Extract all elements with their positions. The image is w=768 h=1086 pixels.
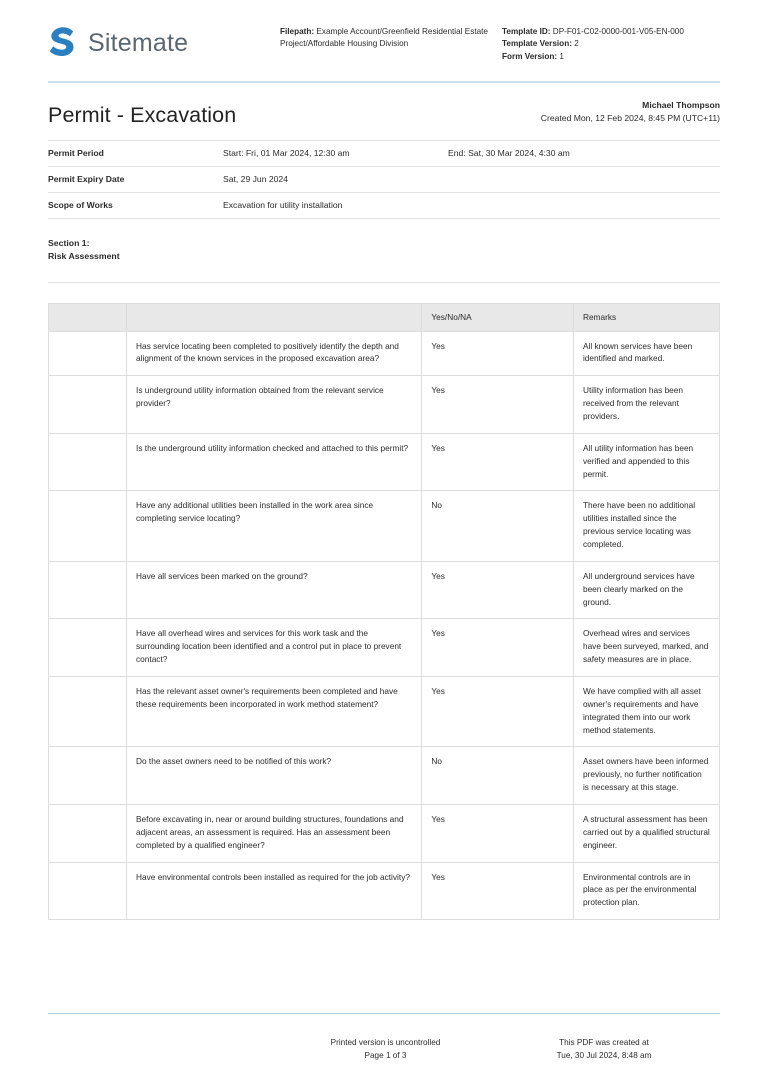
detail-label: Permit Expiry Date — [48, 174, 125, 185]
template-version-row — [502, 38, 720, 50]
row-remarks: A structural assessment has been carried out by a qualified structural engineer. — [573, 804, 719, 862]
form-version-label: Form Version: — [502, 51, 558, 61]
row-remarks: Environmental controls are in place as per the environmental protection plan. — [573, 862, 719, 920]
page-number: Page 1 of 3 — [364, 1050, 407, 1060]
row-question: Is the underground utility information checked and attached to this permit? — [127, 433, 422, 491]
document-footer — [48, 1036, 720, 1062]
table-header-row — [49, 303, 720, 331]
row-remarks: We have complied with all asset owner's requirements and have integrated them into our work method statements. — [573, 676, 719, 746]
creator-block — [541, 99, 720, 128]
pdf-created-label: This PDF was created at — [559, 1037, 649, 1047]
row-blank-cell — [49, 491, 127, 561]
detail-label: Permit Period — [48, 148, 104, 159]
filepath-label: Filepath: — [280, 27, 315, 36]
row-question: Before excavating in, near or around building structures, foundations and adjacent areas, an assessment is required. Has an assessment been completed by a qualified engineer? — [127, 804, 422, 862]
template-version-label: Template Version: — [502, 39, 572, 49]
row-blank-cell — [49, 433, 127, 491]
row-answer: Yes — [422, 433, 574, 491]
detail-row — [48, 141, 720, 167]
table-row — [49, 331, 720, 376]
row-blank-cell — [49, 862, 127, 920]
footer-divider — [48, 1013, 720, 1014]
title-row — [0, 83, 768, 128]
row-remarks: Overhead wires and services have been surveyed, marked, and safety measures are in place. — [573, 619, 719, 677]
row-question: Is underground utility information obtained from the relevant service provider? — [127, 376, 422, 434]
detail-row — [48, 193, 720, 219]
column-header-question — [127, 303, 422, 331]
row-answer: Yes — [422, 331, 574, 376]
row-answer: Yes — [422, 804, 574, 862]
template-id-value: DP-F01-C02-0000-001-V05-EN-000 — [550, 27, 684, 36]
table-row — [49, 747, 720, 805]
column-header-blank — [49, 303, 127, 331]
template-meta — [502, 22, 720, 63]
row-blank-cell — [49, 376, 127, 434]
row-answer: Yes — [422, 619, 574, 677]
detail-row — [48, 167, 720, 193]
footer-pdf-note — [488, 1036, 720, 1062]
pdf-created-date: Tue, 30 Jul 2024, 8:48 am — [556, 1050, 652, 1060]
row-remarks: There have been no additional utilities installed since the previous service locating was completed. — [573, 491, 719, 561]
permit-details — [48, 140, 720, 219]
page-title: Permit - Excavation — [48, 102, 237, 127]
table-row — [49, 376, 720, 434]
sitemate-logo-icon — [48, 26, 78, 60]
row-answer: Yes — [422, 862, 574, 920]
row-blank-cell — [49, 561, 127, 619]
row-remarks: Utility information has been received from the relevant providers. — [573, 376, 719, 434]
template-id-row — [502, 26, 720, 38]
section-heading — [48, 237, 720, 283]
row-remarks: Asset owners have been informed previously, no further notification is necessary at this stage. — [573, 747, 719, 805]
form-version-row — [502, 51, 720, 63]
row-blank-cell — [49, 619, 127, 677]
row-remarks: All underground services have been clearly marked on the ground. — [573, 561, 719, 619]
detail-value-start: Start: Fri, 01 Mar 2024, 12:30 am — [223, 148, 350, 159]
row-blank-cell — [49, 747, 127, 805]
section-name: Risk Assessment — [48, 251, 120, 262]
footer-print-note — [283, 1036, 488, 1062]
row-remarks: All known services have been identified and marked. — [573, 331, 719, 376]
detail-value: Sat, 29 Jun 2024 — [223, 174, 288, 185]
row-question: Have any additional utilities been installed in the work area since completing service locating? — [127, 491, 422, 561]
row-answer: No — [422, 747, 574, 805]
table-row — [49, 561, 720, 619]
row-answer: Yes — [422, 561, 574, 619]
template-version-value: 2 — [571, 39, 579, 49]
row-blank-cell — [49, 331, 127, 376]
row-question: Has service locating been completed to positively identify the depth and alignment of the known services in the proposed excavation area? — [127, 331, 422, 376]
row-remarks: All utility information has been verified and appended to this permit. — [573, 433, 719, 491]
row-question: Have all services been marked on the ground? — [127, 561, 422, 619]
form-version-value: 1 — [557, 51, 564, 61]
printed-version-note: Printed version is uncontrolled — [330, 1037, 441, 1047]
document-header — [0, 0, 768, 63]
table-row — [49, 862, 720, 920]
table-row — [49, 804, 720, 862]
section-number: Section 1: — [48, 237, 90, 248]
detail-value-end: End: Sat, 30 Mar 2024, 4:30 am — [448, 148, 570, 159]
row-blank-cell — [49, 804, 127, 862]
detail-value: Excavation for utility installation — [223, 200, 343, 211]
row-answer: Yes — [422, 376, 574, 434]
risk-assessment-table — [48, 303, 720, 921]
brand-name: Sitemate — [88, 28, 189, 57]
row-question: Have all overhead wires and services for this work task and the surrounding location been identified and a control put in place to prevent contact? — [127, 619, 422, 677]
column-header-remarks: Remarks — [573, 303, 719, 331]
table-row — [49, 433, 720, 491]
row-answer: Yes — [422, 676, 574, 746]
row-answer: No — [422, 491, 574, 561]
detail-label: Scope of Works — [48, 200, 113, 211]
creator-name: Michael Thompson — [642, 99, 720, 110]
brand — [48, 22, 280, 60]
creator-created: Created Mon, 12 Feb 2024, 8:45 PM (UTC+11) — [540, 112, 720, 123]
filepath-meta — [280, 22, 502, 51]
table-row — [49, 491, 720, 561]
risk-assessment-table-wrap — [0, 283, 768, 921]
row-question: Has the relevant asset owner's requirements been completed and have these requirements been incorporated in work method statement? — [127, 676, 422, 746]
column-header-answer: Yes/No/NA — [422, 303, 574, 331]
filepath-value: Example Account/Greenfield Residential Estate Project/Affordable Housing Division — [280, 27, 488, 49]
table-row — [49, 676, 720, 746]
footer-spacer — [48, 1036, 283, 1062]
template-id-label: Template ID: — [502, 27, 551, 36]
table-row — [49, 619, 720, 677]
row-blank-cell — [49, 676, 127, 746]
row-question: Do the asset owners need to be notified of this work? — [127, 747, 422, 805]
row-question: Have environmental controls been installed as required for the job activity? — [127, 862, 422, 920]
